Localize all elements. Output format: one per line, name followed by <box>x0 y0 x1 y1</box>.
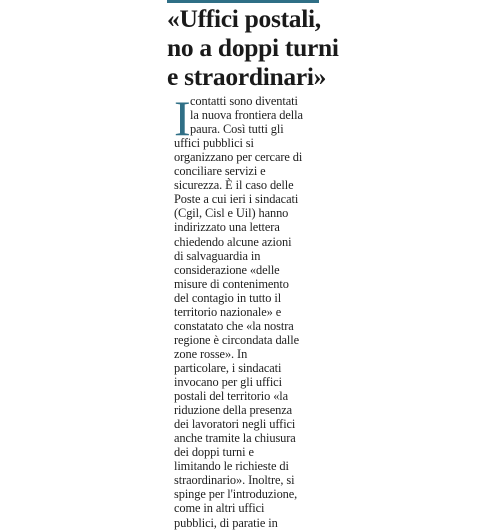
header-rule <box>167 0 319 3</box>
article-line: la nuova frontiera della <box>190 108 303 123</box>
article-line: dei lavoratori negli uffici <box>174 417 296 432</box>
article-line: anche tramite la chiusura <box>174 431 296 446</box>
article-line: del contagio in tutto il <box>174 290 282 305</box>
article-line: conciliare servizi e <box>174 164 266 179</box>
article-line: pubblici, di paratie in <box>174 515 278 530</box>
article-line: paura. Così tutti gli <box>190 122 284 137</box>
article-headline <box>167 4 467 91</box>
article-body <box>174 90 324 530</box>
article-line: chiedendo alcune azioni <box>174 234 292 249</box>
article-line: considerazione «delle <box>174 262 280 277</box>
article-line: (Cgil, Cisl e Uil) hanno <box>174 206 289 221</box>
article-line: indirizzato una lettera <box>174 220 280 235</box>
article-line: postali del territorio «la <box>174 389 289 404</box>
article-line: straordinario». Inoltre, si <box>174 473 295 488</box>
article-line: zone rosse». In <box>174 346 248 361</box>
article-line: riduzione della presenza <box>174 403 293 418</box>
article-line: constatato che «la nostra <box>174 318 294 333</box>
article-line: organizzano per cercare di <box>174 150 303 165</box>
article-line: misure di contenimento <box>174 276 289 291</box>
article-line: come in altri uffici <box>174 501 265 516</box>
article-line: Poste a cui ieri i sindacati <box>174 192 299 207</box>
dropcap-letter: I <box>174 90 191 146</box>
article-line: dei doppi turni e <box>174 445 254 460</box>
article-line: sicurezza. È il caso delle <box>174 178 294 193</box>
article-line: contatti sono diventati <box>190 94 298 108</box>
article-line: regione è circondata dalle <box>174 332 300 347</box>
headline-line-3: e straordinari» <box>167 62 327 91</box>
article-line: spinge per l'introduzione, <box>174 487 298 502</box>
headline-line-2: no a doppi turni <box>167 33 339 62</box>
article-line: particolare, i sindacati <box>174 360 282 375</box>
article-line: di salvaguardia in <box>174 248 261 263</box>
article-line: uffici pubblici si <box>174 136 254 151</box>
article-line: invocano per gli uffici <box>174 375 282 389</box>
article-line: territorio nazionale» e <box>174 304 282 319</box>
article-line: limitando le richieste di <box>174 459 289 474</box>
headline-line-1: «Uffici postali, <box>167 4 321 33</box>
